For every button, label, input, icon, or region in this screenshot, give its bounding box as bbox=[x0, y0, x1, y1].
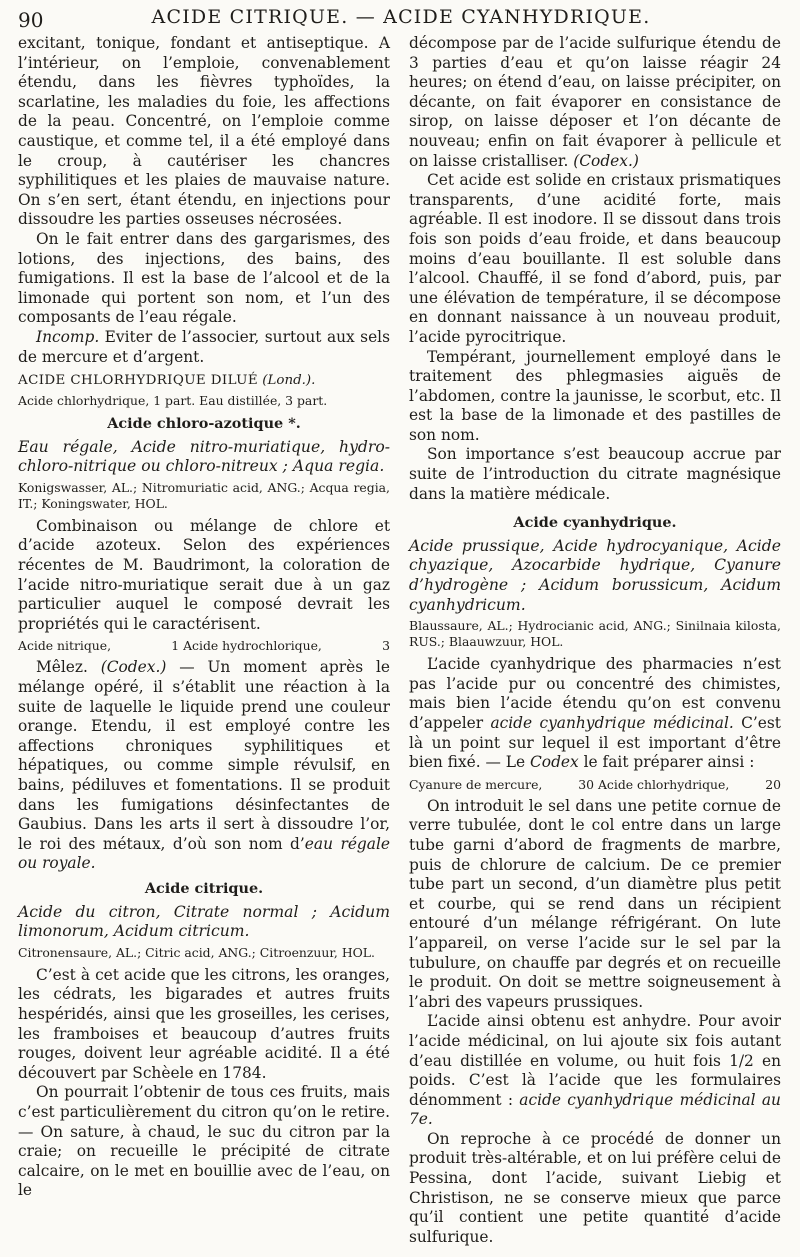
paragraph: excitant, tonique, fondant et antiseptique. A l’intérieur, on l’emploie, convenablement étendu, dans les fièvres typhoïdes, la scarlatine, les maladies du foie, les affections de la peau. Concentré, on l’emploie comme caustique, et comme tel, il a été employé dans le croup, à cautériser les chancres syphilitiques et les plaies de mauvaise nature. On s’en sert, étant étendu, en injections pour dissoudre les parties osseuses nécrosées. bbox=[18, 34, 390, 229]
paragraph: Combinaison ou mélange de chlore et d’acide azoteux. Selon des expériences récentes de M. Baudrimont, la coloration de l’acide nitro-muriatique serait due à un gaz particulier auquel le composé devrait les propriétés qui le caractérisent. bbox=[18, 516, 390, 633]
paragraph: Son importance s’est beaucoup accrue par suite de l’introduction du citrate magnésique dans la matière médicale. bbox=[409, 445, 781, 503]
ingredient-amount: 3 bbox=[382, 638, 390, 654]
formula-title: ACIDE CHLORHYDRIQUE DILUÉ bbox=[18, 373, 259, 389]
paragraph: Cet acide est solide en cristaux prismatiques transparents, d’une acidité forte, mais agréable. Il est inodore. Il se dissout dans trois fois son poids d’eau froide, et dans beaucoup moins d’eau bouillante. Il est soluble dans l’alcool. Chauffé, il se fond d’abord, puis, par une élévation de température, il se décompose en donnant naissance à un nouveau produit, l’acide pyrocitrique. bbox=[409, 171, 781, 346]
ingredient: 1 Acide hydrochlorique, bbox=[171, 638, 322, 654]
synonyms-foreign: Citronensaure, AL.; Citric acid, ANG.; Citroenzuur, HOL. bbox=[18, 944, 375, 960]
codex-reference: (Codex.) bbox=[100, 658, 167, 677]
text-run: L’acide ainsi obtenu est anhydre. Pour avoir l’acide médicinal, on lui ajoute six fois autant d’eau distillée en volume, ou huit fois 1/2 en poids. C’est là l’acide que les formulaires dénomment : bbox=[409, 1012, 781, 1109]
codex-reference: Codex bbox=[530, 753, 579, 772]
paragraph bbox=[18, 328, 390, 367]
page-header bbox=[18, 4, 784, 34]
page-number: 90 bbox=[18, 8, 44, 32]
emphasis: acide cyanhydrique médicinal. bbox=[490, 714, 734, 732]
codex-reference: (Codex.) bbox=[573, 151, 639, 170]
paragraph bbox=[409, 34, 781, 171]
running-title: ACIDE CITRIQUE. — ACIDE CYANHYDRIQUE. bbox=[151, 6, 651, 28]
paragraph: Tempérant, journellement employé dans le traitement des phlegmasies aiguës de l’abdomen, contre la jaunisse, le scorbut, etc. Il est la base de la limonade et des pastilles de son nom. bbox=[409, 347, 781, 444]
text-run: C’est là un point sur lequel il est important d’être bien fixé. — Le bbox=[409, 714, 781, 772]
text-run: — Un moment après le mélange opéré, il s’établit une réaction à la suite de laquelle le liquide prend une couleur orange. Etendu, il est employé contre les affections chroniques syphilitiques et hépatiques, ou comme simple révulsif, en bains, pédiluves et fomentations. Il se produit dans les fumigations désinfectantes de Gaubius. Dans les arts il sert à dissoudre l’or, le roi des métaux, d’où son nom d’ bbox=[18, 658, 390, 853]
formula-ingredients bbox=[18, 638, 390, 654]
formula-ingredients bbox=[409, 777, 781, 793]
formula-block bbox=[18, 373, 390, 389]
emphasis: eau régale ou royale. bbox=[18, 834, 390, 873]
ingredient: Acide nitrique, bbox=[18, 638, 112, 654]
ingredient: Cyanure de mercure, bbox=[409, 776, 543, 792]
text-run: le fait préparer ainsi : bbox=[578, 753, 755, 772]
incomp-label: Incomp. bbox=[36, 327, 100, 346]
paragraph: On introduit le sel dans une petite cornue de verre tubulée, dont le col entre dans un large tube garni d’abord de fragments de marbre, puis de chlorure de calcium. De ce premier tube part un second, d’un diamètre plus petit et courbe, qui se rend dans un récipient entouré d’un mélange réfrigérant. On lute l’appareil, on verse l’acide sur le sel par la tubulure, on chauffe par degrés et on recueille le produit. On doit se mettre soigneusement à l’abri des vapeurs prussiques. bbox=[409, 796, 781, 1011]
section-heading-chloro-azotique: Acide chloro-azotique *. bbox=[107, 415, 301, 433]
ingredient-amount: 20 bbox=[765, 776, 781, 792]
incomp-text: Eviter de l’associer, surtout aux sels de mercure et d’argent. bbox=[18, 327, 390, 366]
text-run: L’acide cyanhydrique des pharmacies n’est pas l’acide pur ou concentré des chimistes, mais bien l’acide étendu qu’on est convenu d’appeler bbox=[409, 655, 781, 732]
formula-ingredients: Acide chlorhydrique, 1 part. Eau distillée, 3 part. bbox=[18, 393, 328, 409]
paragraph: On le fait entrer dans des gargarismes, des lotions, des injections, des bains, des fumigations. Il est la base de l’alcool et de la limonade qui portent son nom, et l’un des composants de l’eau régale. bbox=[18, 229, 390, 327]
synonyms-french: Acide du citron, Citrate normal ; Acidum limonorum, Acidum citricum. bbox=[18, 902, 390, 941]
text-run: décompose par de l’acide sulfurique étendu de 3 parties d’eau et qu’on laisse réagir 24 heures; on étend d’eau, on laisse précipiter, on décante, on fait évaporer en consistance de sirop, on laisse déposer et l’on décante de nouveau; enfin on fait évaporer à pellicule et on laisse cristalliser. bbox=[409, 34, 781, 170]
paragraph bbox=[18, 658, 390, 874]
synonyms-foreign: Blaussaure, AL.; Hydrocianic acid, ANG.; Sinilnaia kilosta, RUS.; Blaauwzuur, HOL. bbox=[409, 618, 781, 650]
section-heading-cyanhydrique: Acide cyanhydrique. bbox=[513, 514, 677, 532]
paragraph: C’est à cet acide que les citrons, les oranges, les cédrats, les bigarades et autres fruits hespéridés, ainsi que les groseilles, les cerises, les framboises et beaucoup d’autres fruits rouges, doivent leur agréable acidité. Il a été découvert par Schèele en 1784. bbox=[18, 965, 390, 1082]
paragraph: On pourrait l’obtenir de tous ces fruits, mais c’est particulièrement du citron qu’on le retire. — On sature, à chaud, le suc du citron par la craie; on recueille le précipité de citrate calcaire, on le met en bouillie avec de l’eau, on le bbox=[18, 1083, 390, 1200]
paragraph: On reproche à ce procédé de donner un produit très-altérable, et on lui préfère celui de Pessina, dont l’acide, suivant Liebig et Christison, ne se conserve mieux que parce qu’il contient une petite quantité d’acide sulfurique. bbox=[409, 1129, 781, 1246]
synonyms-french: Acide prussique, Acide hydrocyanique, Acide chyazique, Azocarbide hydrique, Cyanure d’hydrogène ; Acidum borussicum, Acidum cyanhydricum. bbox=[409, 536, 781, 614]
text-run: Mêlez. bbox=[36, 658, 101, 677]
paragraph bbox=[409, 1012, 781, 1130]
right-column bbox=[409, 34, 781, 1247]
left-column bbox=[18, 34, 390, 1201]
synonyms-foreign: Konigswasser, AL.; Nitromuriatic acid, ANG.; Acqua regia, IT.; Koningswater, HOL. bbox=[18, 479, 390, 511]
ingredient: 30 Acide chlorhydrique, bbox=[578, 776, 730, 792]
paragraph bbox=[409, 655, 781, 773]
emphasis: acide cyanhydrique médicinal au 7e. bbox=[409, 1090, 781, 1129]
section-heading-citrique: Acide citrique. bbox=[144, 879, 264, 897]
synonyms-french: Eau régale, Acide nitro-muriatique, hydro-chloro-nitrique ou chloro-nitreux ; Aqua regia. bbox=[18, 437, 390, 476]
formula-reference: (Lond.). bbox=[262, 373, 316, 389]
